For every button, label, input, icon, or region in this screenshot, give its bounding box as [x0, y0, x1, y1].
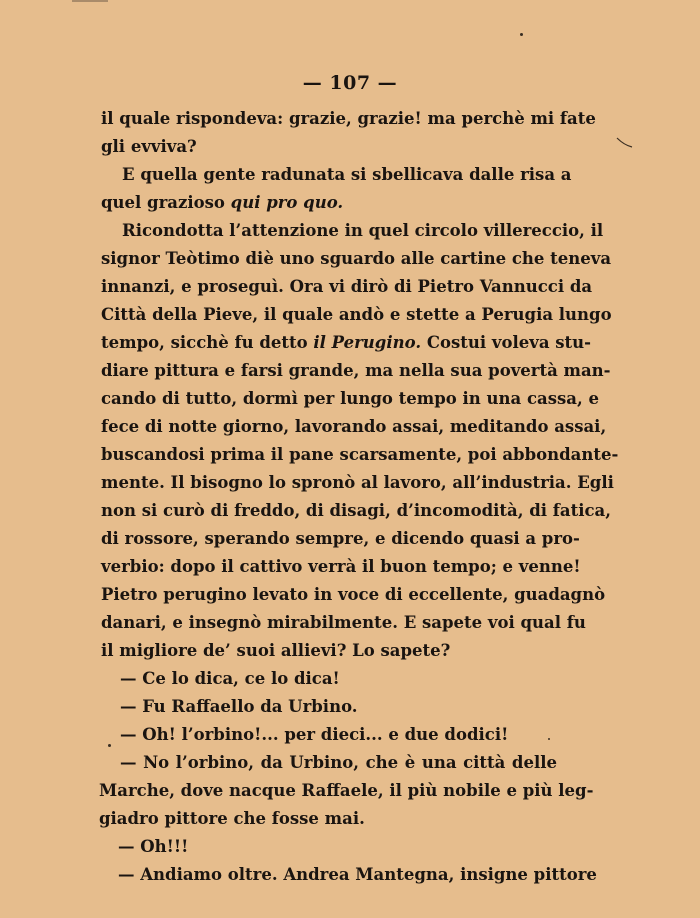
text-line: cando di tutto, dormì per lungo tempo in una cassa, e: [101, 389, 599, 408]
italic-phrase: qui pro quo.: [230, 193, 344, 212]
dialogue-line: — Ce lo dica, ce lo dica!: [120, 669, 340, 688]
text-line: innanzi, e proseguì. Ora vi dirò di Pietro Vannucci da: [101, 277, 593, 296]
text-line: danari, e insegnò mirabilmente. E sapete voi qual fu: [101, 613, 586, 632]
paper-speck: [108, 744, 111, 747]
text-line: E quella gente radunata si sbellicava dalle risa a: [122, 165, 572, 184]
text-line: non si curò di freddo, di disagi, d’incomodità, di fatica,: [101, 501, 611, 520]
paper-mark: [616, 136, 634, 150]
text-line: Città della Pieve, il quale andò e stette a Perugia lungo: [101, 305, 612, 324]
paper-speck: [520, 33, 523, 36]
text-line: [101, 333, 592, 353]
text-line: diare pittura e farsi grande, ma nella sua povertà man-: [101, 361, 611, 380]
text-line: signor Teòtimo diè uno sguardo alle cartine che teneva: [101, 249, 612, 268]
page-number-header: — 107 —: [302, 72, 398, 94]
text-span: quel grazioso: [101, 193, 231, 212]
dialogue-line: — Oh!!!: [118, 837, 189, 856]
dialogue-line: — Fu Raffaello da Urbino.: [120, 697, 358, 716]
text-span: tempo, sicchè fu detto: [101, 333, 314, 352]
text-line: fece di notte giorno, lavorando assai, meditando assai,: [101, 417, 607, 436]
text-line: Ricondotta l’attenzione in quel circolo villereccio, il: [122, 221, 604, 240]
dialogue-line: — Andiamo oltre. Andrea Mantegna, insigne pittore: [118, 865, 597, 884]
text-line: gli evviva?: [101, 137, 197, 156]
text-line: il quale rispondeva: grazie, grazie! ma perchè mi fate: [101, 109, 596, 128]
paper-speck: [548, 738, 550, 740]
text-line: di rossore, sperando sempre, e dicendo quasi a pro-: [101, 529, 580, 548]
text-line: [101, 193, 343, 213]
text-span: Costui voleva stu-: [421, 333, 592, 352]
text-line: Pietro perugino levato in voce di eccellente, guadagnò: [101, 585, 606, 604]
text-line: Marche, dove nacque Raffaele, il più nobile e più leg-: [99, 781, 594, 800]
italic-phrase: il Perugino.: [313, 333, 422, 352]
text-line: giadro pittore che fosse mai.: [99, 809, 365, 828]
text-line: verbio: dopo il cattivo verrà il buon tempo; e venne!: [101, 557, 581, 576]
dialogue-line: — No l’orbino, da Urbino, che è una città delle: [120, 753, 557, 772]
text-line: il migliore de’ suoi allievi? Lo sapete?: [101, 641, 451, 660]
dialogue-line: — Oh! l’orbino!... per dieci... e due dodici!: [120, 725, 509, 744]
text-line: mente. Il bisogno lo spronò al lavoro, all’industria. Egli: [101, 473, 614, 492]
edge-mark: [72, 0, 108, 2]
text-line: buscandosi prima il pane scarsamente, poi abbondante-: [101, 445, 619, 464]
